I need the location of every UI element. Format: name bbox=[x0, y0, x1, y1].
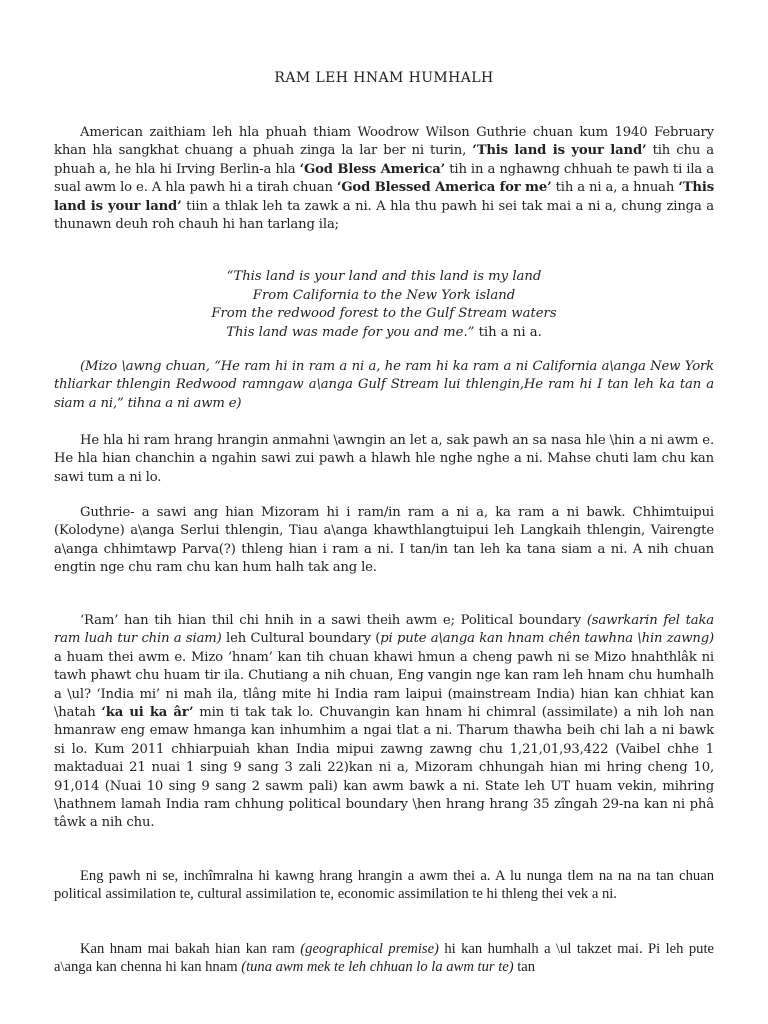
text-run: hi kan humhalh a \ul takzet mai. Pi leh pute a\anga kan chenna hi kan hnam bbox=[54, 941, 714, 976]
bold-song-title: ‘God Blessed America for me’ bbox=[336, 180, 552, 196]
text-run: Kan hnam mai bakah hian kan ram bbox=[80, 941, 301, 957]
text-run: ‘Ram’ han tih hian thil chi hnih in a sawi theih awm e; Political boundary bbox=[80, 613, 587, 628]
paragraph-ram-definition bbox=[54, 612, 714, 833]
bold-phrase: ‘ka ui ka âr’ bbox=[101, 705, 194, 721]
verse-line: From the redwood forest to the Gulf Stream waters bbox=[211, 306, 557, 321]
verse-line: This land was made for you and me.” bbox=[226, 324, 475, 340]
italic-run: (sawrkarin fel taka ram luah tur chin a siam) bbox=[54, 613, 714, 647]
verse-line: From California to the New York island bbox=[252, 287, 516, 303]
italic-run: (geographical premise) bbox=[300, 941, 439, 957]
paragraph-mizoram: Guthrie- a sawi ang hian Mizoram hi i ram/in ram a ni a, ka ram a ni bawk. Chhimtuipui (Kolodyne) a\anga Serlui thlengin, Tiau a\anga khawthlangtuipui leh Langkaih thlengin, Vairengte a\anga chhimtawp Parva(?) thleng hian i ram a ni. I tan/in tan leh ka tana siam a ni. A nih chuan engtin nge chu ram chu kan hum halh tak ang le. bbox=[54, 505, 714, 576]
text-run: a huam thei awm e. Mizo ‘hnam’ kan tih chuan khawi hmun a cheng pawh ni se Mizo hnahthlâk ni tawh phawt chu huam tir ila. Chutiang a nih chuan, Eng vangin nge kan ram leh hnam chu humhalh a \ul? ‘India mi’ ni mah ila, tlâng mite hi India ram laipui (mainstream India) hian kan chhiat kan \hatah bbox=[54, 649, 714, 721]
text-run: leh Cultural boundary ( bbox=[221, 631, 381, 647]
text-run: tan bbox=[513, 959, 536, 976]
italic-run: (tuna awm mek te leh chhuan lo la awm tur te) bbox=[241, 959, 514, 976]
italic-run: pi pute a\anga kan hnam chên tawhna \hin zawng) bbox=[380, 631, 715, 647]
paragraph-intro bbox=[54, 124, 714, 234]
text-run: tih in a nghawng chhuah te pawh ti ila a sual awm lo e. A hla pawh hi a tirah chuan bbox=[54, 161, 714, 196]
song-verse bbox=[54, 268, 714, 342]
text-run: tiin a thlak leh ta zawk a ni. A hla thu pawh hi sei tak mai a ni a, chung zinga a thunawn deuh roh chauh hi han tarlang ila; bbox=[54, 198, 714, 233]
paragraph-translation: (Mizo \awng chuan, “He ram hi in ram a ni a, he ram hi ka ram a ni California a\anga New York thliarkar thlengin Redwood ramngaw a\anga Gulf Stream lui thlengin,He ram hi I tan leh ka tan a siam a ni,” tihna a ni awm e) bbox=[54, 359, 714, 411]
paragraph-assimilation: Eng pawh ni se, inchîmralna hi kawng hrang hrangin a awm thei a. A lu nunga tlem na na na tan chuan political assimilation te, cultural assimilation te, economic assimilation te hi thleng thei vek a ni. bbox=[54, 868, 714, 903]
text-run: tih a ni a, a hnuah bbox=[551, 180, 679, 196]
page-title: RAM LEH HNAM HUMHALH bbox=[274, 70, 494, 86]
bold-song-title: ‘This land is your land’ bbox=[472, 143, 647, 159]
verse-suffix: tih a ni a. bbox=[474, 324, 542, 340]
verse-line: “This land is your land and this land is my land bbox=[226, 269, 542, 284]
paragraph-geography bbox=[54, 940, 714, 977]
text-run: tih chu a phuah a, he hla hi Irving Berlin-a hla bbox=[54, 143, 714, 177]
paragraph-song-history: He hla hi ram hrang hrangin anmahni \awngin an let a, sak pawh an sa nasa hle \hin a ni awm e. He hla hian chanchin a ngahin sawi zui pawh a hlawh hle nghe nghe a ni. Mahse chuti lam chu kan sawi tum a ni lo. bbox=[54, 433, 714, 485]
bold-song-title: ‘This land is your land’ bbox=[54, 180, 714, 214]
bold-song-title: ‘God Bless America’ bbox=[299, 161, 446, 177]
text-run: min ti tak tak lo. Chuvangin kan hnam hi chimral (assimilate) a nih loh nan hmanraw eng emaw hmanga kan inhumhim a ngai tlat a ni. Tharum thawha beih chi lah a ni bawk si lo. Kum 2011 chhiarpuiah khan India mipui zawng zawng chu 1,21,01,93,422 (Vaibel chhe 1 maktaduai 21 nuai 1 sing 9 sang 3 zali 22)kan ni a, Mizoram chhungah hian mi hring cheng 10, 91,014 (Nuai 10 sing 9 sang 2 sawm pali) kan awm bawk a ni. State leh UT huam vekin, mihring \hathnem lamah India ram chhung political boundary \hen hrang hrang 35 zîngah 29-na kan ni phâ tâwk a nih chu. bbox=[54, 705, 714, 831]
text-run: American zaithiam leh hla phuah thiam Woodrow Wilson Guthrie chuan kum 1940 February khan hla sangkhat chuang a phuah zinga la lar ber ni turin, bbox=[54, 125, 714, 159]
